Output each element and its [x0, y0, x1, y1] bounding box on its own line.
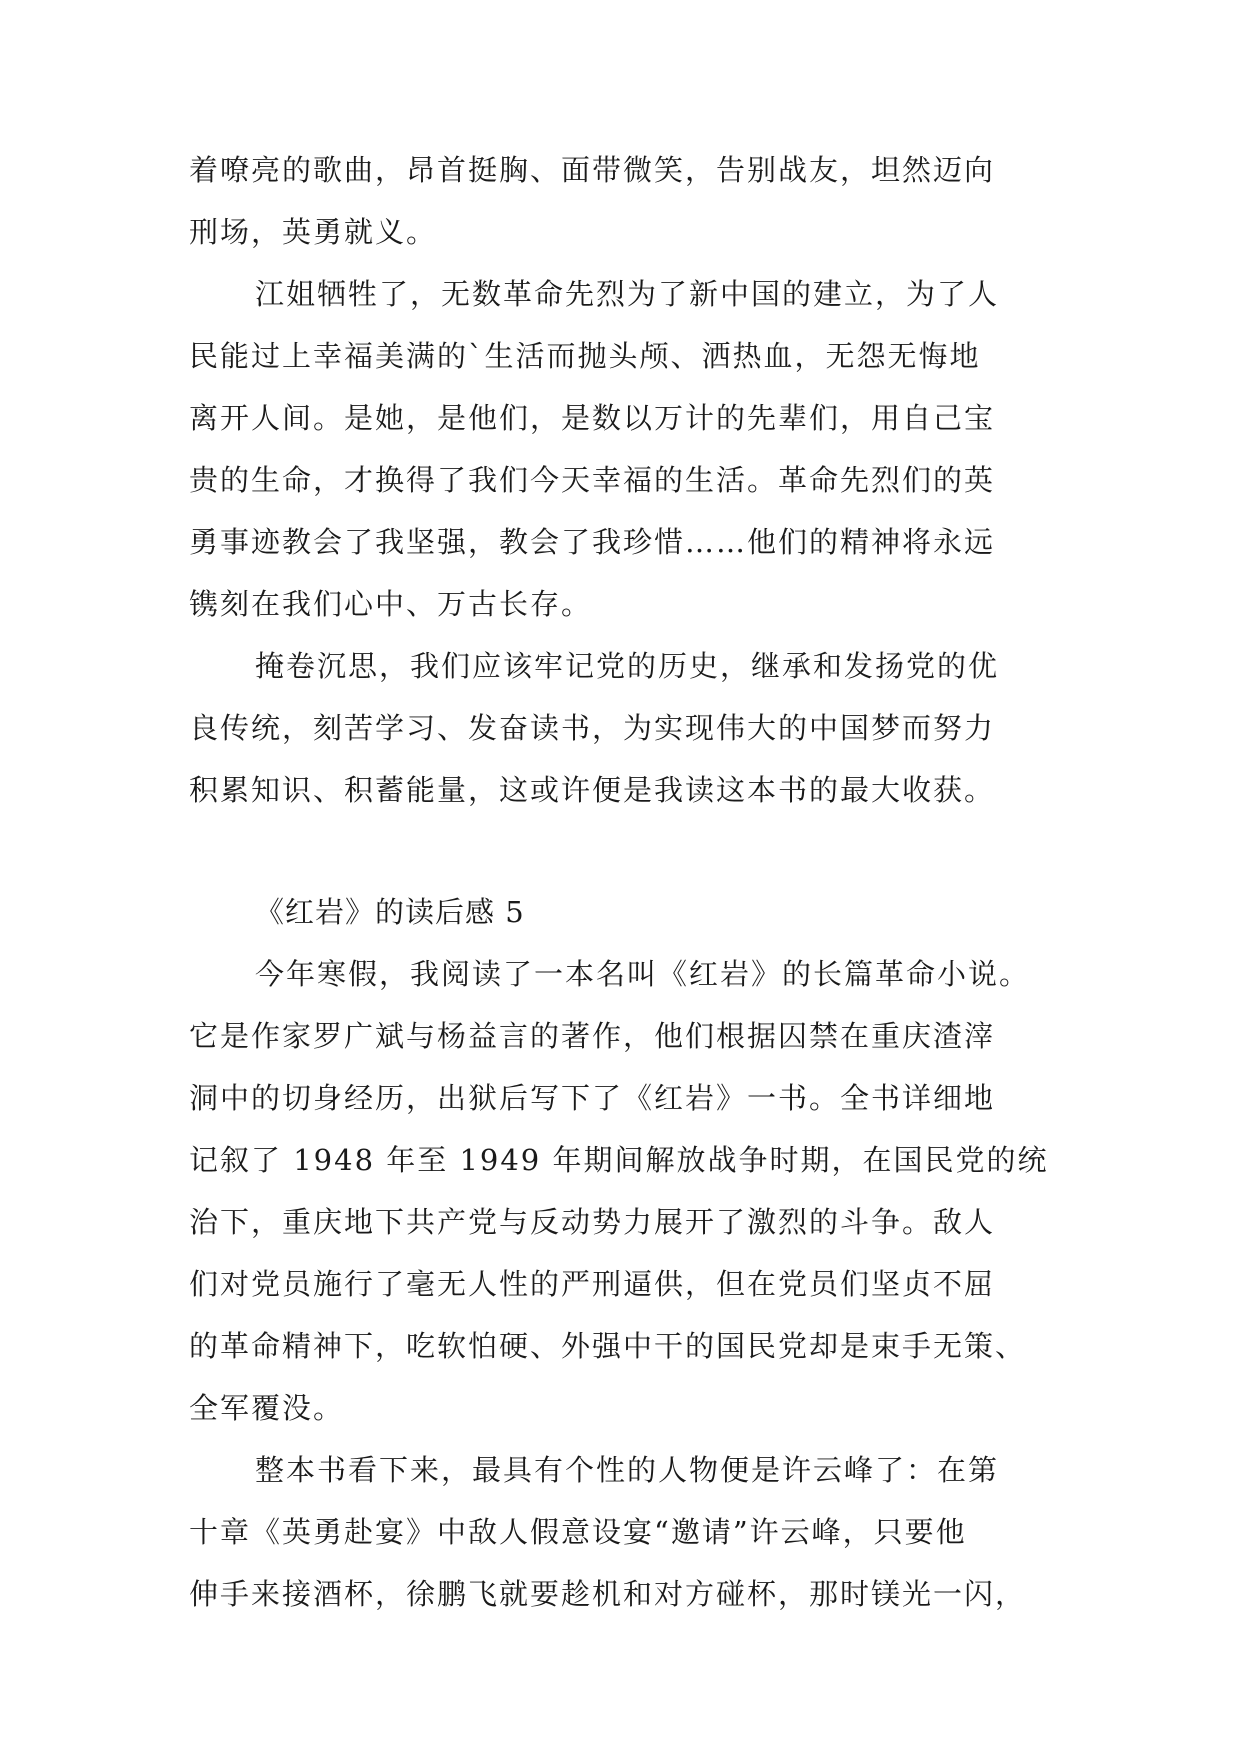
text-line: 伸手来接酒杯，徐鹏飞就要趁机和对方碰杯，那时镁光一闪，: [189, 1577, 1027, 1611]
text-line: 民能过上幸福美满的`生活而抛头颅、洒热血，无怨无悔地: [189, 339, 981, 373]
text-line: 勇事迹教会了我坚强，教会了我珍惜……他们的精神将永远: [189, 525, 996, 559]
text-line: 贵的生命，才换得了我们今天幸福的生活。革命先烈们的英: [189, 463, 996, 497]
text-line: 的革命精神下，吃软怕硬、外强中干的国民党却是束手无策、: [189, 1329, 1027, 1363]
text-line: 离开人间。是她，是他们，是数以万计的先辈们，用自己宝: [189, 401, 996, 435]
text-line: 着嘹亮的歌曲，昂首挺胸、面带微笑，告别战友，坦然迈向: [189, 153, 996, 187]
paragraph-first-line: 整本书看下来，最具有个性的人物便是许云峰了：在第: [255, 1453, 1000, 1487]
text-line: 刑场，英勇就义。: [189, 215, 438, 249]
text-line: 们对党员施行了毫无人性的严刑逼供，但在党员们坚贞不屈: [189, 1267, 996, 1301]
text-line: 良传统，刻苦学习、发奋读书，为实现伟大的中国梦而努力: [189, 711, 996, 745]
text-line: 洞中的切身经历，出狱后写下了《红岩》一书。全书详细地: [189, 1081, 996, 1115]
text-line: 它是作家罗广斌与杨益言的著作，他们根据囚禁在重庆渣滓: [189, 1019, 996, 1053]
text-line: 积累知识、积蓄能量，这或许便是我读这本书的最大收获。: [189, 773, 996, 807]
text-line: 记叙了 1948 年至 1949 年期间解放战争时期，在国民党的统: [189, 1143, 1049, 1177]
paragraph-first-line: 江姐牺牲了，无数革命先烈为了新中国的建立，为了人: [255, 277, 1000, 311]
paragraph-first-line: 掩卷沉思，我们应该牢记党的历史，继承和发扬党的优: [255, 649, 1000, 683]
text-line: 十章《英勇赴宴》中敌人假意设宴“邀请”许云峰，只要他: [189, 1515, 967, 1549]
text-line: 治下，重庆地下共产党与反动势力展开了激烈的斗争。敌人: [189, 1205, 996, 1239]
section-title: 《红岩》的读后感 5: [255, 895, 525, 929]
text-line: 全军覆没。: [189, 1391, 345, 1425]
text-line: 镌刻在我们心中、万古长存。: [189, 587, 593, 621]
paragraph-first-line: 今年寒假，我阅读了一本名叫《红岩》的长篇革命小说。: [255, 957, 1031, 991]
